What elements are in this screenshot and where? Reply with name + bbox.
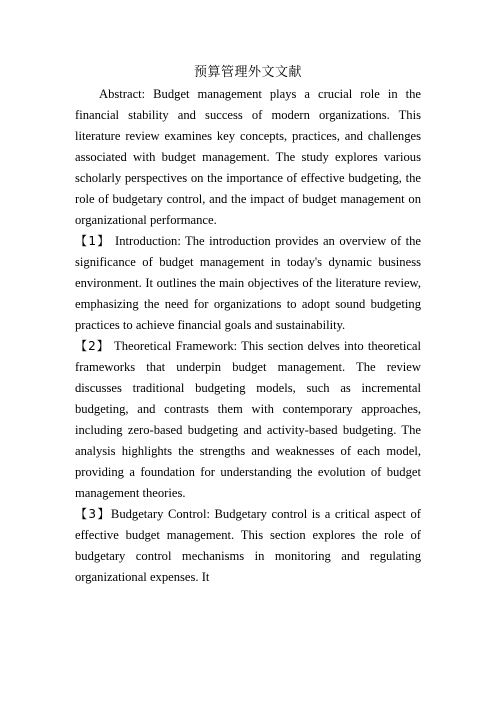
section-paragraph-1 (75, 231, 421, 336)
section-paragraph-3 (75, 504, 421, 588)
document-page (75, 62, 421, 588)
section-text-3: Budgetary Control: Budgetary control is a critical aspect of effective budget management. This section explores the role of budgetary control mechanisms in monitoring and regulating organizational expenses. It (75, 507, 421, 584)
section-marker-3: 【3】 (75, 507, 111, 521)
section-text-2: Theoretical Framework: This section delves into theoretical frameworks that underpin budget management. The review discusses traditional budgeting models, such as incremental budgeting, and contrasts them with contemporary approaches, including zero-based budgeting and activity-based budgeting. The analysis highlights the strengths and weaknesses of each model, providing a foundation for understanding the evolution of budget management theories. (75, 339, 421, 500)
abstract-paragraph: Abstract: Budget management plays a crucial role in the financial stability and success of modern organizations. This literature review examines key concepts, practices, and challenges associated with budget management. The study explores various scholarly perspectives on the importance of effective budgeting, the role of budgetary control, and the impact of budget management on organizational performance. (75, 87, 421, 227)
section-paragraph-2 (75, 336, 421, 504)
section-marker-2: 【2】 (75, 339, 110, 353)
section-marker-1: 【1】 (75, 234, 111, 248)
document-title: 预算管理外文文献 (193, 65, 302, 80)
section-text-1: Introduction: The introduction provides an overview of the significance of budget management in today's dynamic business environment. It outlines the main objectives of the literature review, emphasizing the need for organizations to adopt sound budgeting practices to achieve financial goals and sustainability. (75, 234, 421, 332)
